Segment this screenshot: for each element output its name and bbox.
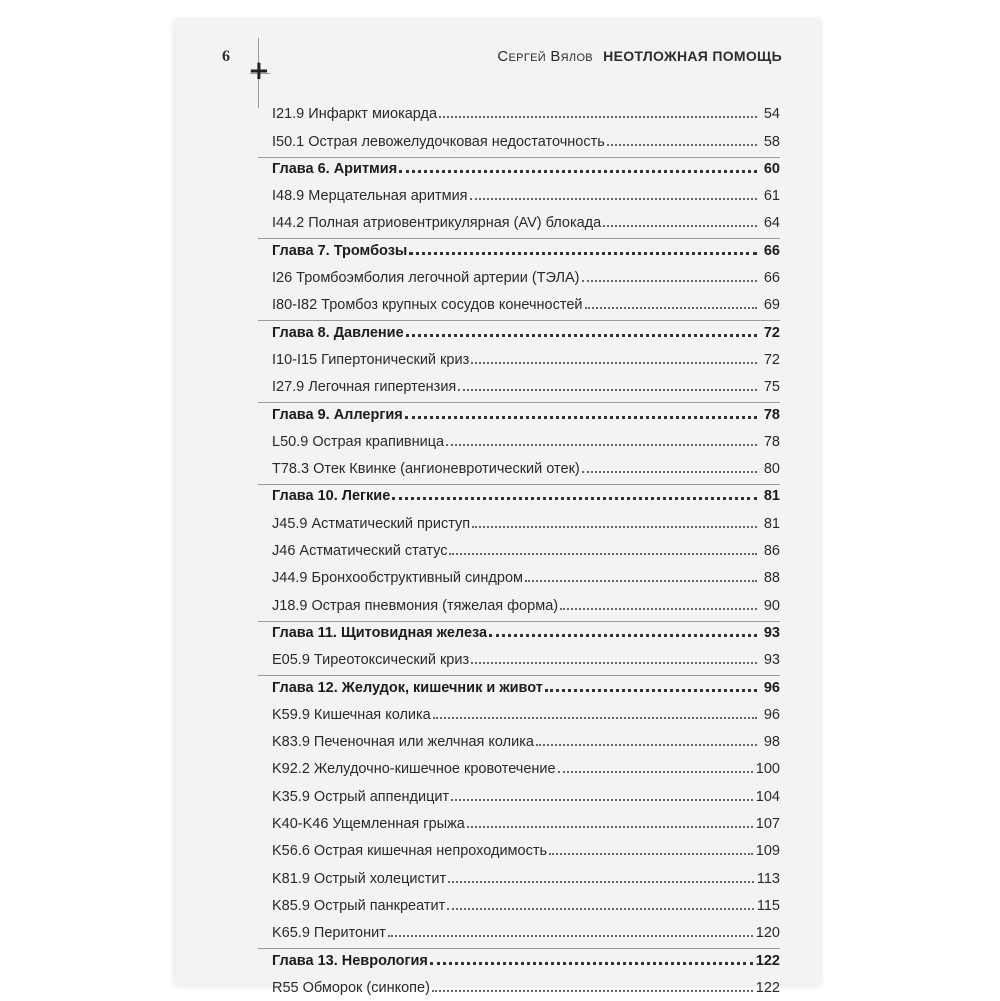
entry-title: K59.9 Кишечная колика xyxy=(272,706,431,723)
toc-entry xyxy=(272,291,780,318)
page-reference: 86 xyxy=(763,543,780,560)
toc-entry xyxy=(272,837,780,864)
dot-leader xyxy=(603,225,757,227)
toc-chapter-heading xyxy=(272,400,780,427)
dot-leader xyxy=(582,471,757,473)
chapter-title: Глава 10. Легкие xyxy=(272,488,391,505)
dot-leader xyxy=(585,307,757,309)
dot-leader xyxy=(405,416,757,419)
dot-leader xyxy=(399,170,757,173)
page-reference: 107 xyxy=(755,816,780,833)
dot-leader xyxy=(472,526,757,528)
entry-title: K40-K46 Ущемленная грыжа xyxy=(272,816,465,833)
entry-title: K83.9 Печеночная или желчная колика xyxy=(272,734,534,751)
page-reference: 58 xyxy=(763,133,780,150)
page-reference: 93 xyxy=(763,652,780,669)
dot-leader xyxy=(582,280,757,282)
toc-entry xyxy=(272,346,780,373)
dot-leader xyxy=(439,116,757,118)
page-reference: 100 xyxy=(755,761,780,778)
toc-entry xyxy=(272,373,780,400)
toc-entry xyxy=(272,892,780,919)
toc-entry xyxy=(272,509,780,536)
page-reference: 54 xyxy=(763,106,780,123)
toc-entry xyxy=(272,455,780,482)
toc-entry xyxy=(272,701,780,728)
toc-chapter-heading xyxy=(272,155,780,182)
toc-entry xyxy=(272,646,780,673)
entry-title: I80-I82 Тромбоз крупных сосудов конечностей xyxy=(272,297,583,314)
dot-leader xyxy=(449,553,757,555)
dot-leader xyxy=(560,608,757,610)
page-reference: 80 xyxy=(763,461,780,478)
chapter-title: Глава 8. Давление xyxy=(272,324,404,341)
page-reference: 98 xyxy=(763,734,780,751)
dot-leader xyxy=(525,580,757,582)
entry-title: K81.9 Острый холецистит xyxy=(272,870,447,887)
dot-leader xyxy=(432,990,753,992)
chapter-title: Глава 6. Аритмия xyxy=(272,160,398,177)
dot-leader xyxy=(470,198,757,200)
entry-title: I44.2 Полная атриовентрикулярная (AV) блокада xyxy=(272,215,602,232)
page-reference: 120 xyxy=(755,925,780,942)
toc-entry xyxy=(272,564,780,591)
toc-entry xyxy=(272,864,780,891)
page-number: 6 xyxy=(222,48,230,65)
chapter-title: Глава 12. Желудок, кишечник и живот xyxy=(272,679,543,696)
page-reference: 115 xyxy=(756,897,780,914)
dot-leader xyxy=(447,908,754,910)
page-reference: 75 xyxy=(763,379,780,396)
dot-leader xyxy=(448,881,754,883)
page-reference: 90 xyxy=(763,597,780,614)
chapter-title: Глава 11. Щитовидная железа xyxy=(272,624,488,641)
page-reference: 72 xyxy=(763,324,780,341)
dot-leader xyxy=(458,389,757,391)
table-of-contents xyxy=(272,100,780,1001)
toc-entry xyxy=(272,782,780,809)
page-reference: 109 xyxy=(755,843,780,860)
running-head xyxy=(497,48,782,65)
toc-entry xyxy=(272,810,780,837)
page-reference: 66 xyxy=(763,242,780,259)
dot-leader xyxy=(446,444,757,446)
toc-entry xyxy=(272,264,780,291)
author-name: Сергей Вялов xyxy=(497,48,593,65)
page-reference: 60 xyxy=(763,160,780,177)
dot-leader xyxy=(430,962,753,965)
dot-leader xyxy=(388,935,753,937)
toc-entry xyxy=(272,591,780,618)
entry-title: K35.9 Острый аппендицит xyxy=(272,788,450,805)
toc-entry xyxy=(272,537,780,564)
page-reference: 61 xyxy=(763,188,780,205)
dot-leader xyxy=(536,744,757,746)
toc-chapter-heading xyxy=(272,318,780,345)
toc-entry xyxy=(272,728,780,755)
dot-leader xyxy=(409,252,757,255)
entry-title: J45.9 Астматический приступ xyxy=(272,515,471,532)
entry-title: T78.3 Отек Квинке (ангионевротический отек) xyxy=(272,461,580,478)
dot-leader xyxy=(549,853,753,855)
entry-title: J18.9 Острая пневмония (тяжелая форма) xyxy=(272,597,559,614)
dot-leader xyxy=(558,771,753,773)
chapter-title: Глава 13. Неврология xyxy=(272,952,428,969)
entry-title: I48.9 Мерцательная аритмия xyxy=(272,188,468,205)
entry-title: I10-I15 Гипертонический криз xyxy=(272,351,470,368)
dot-leader xyxy=(471,362,757,364)
page-reference: 122 xyxy=(755,952,780,969)
book-title: НЕОТЛОЖНАЯ ПОМОЩЬ xyxy=(603,48,782,64)
toc-chapter-heading xyxy=(272,946,780,973)
page-reference: 64 xyxy=(763,215,780,232)
toc-entry xyxy=(272,127,780,154)
dot-leader xyxy=(545,689,757,692)
chapter-title: Глава 7. Тромбозы xyxy=(272,242,408,259)
page-reference: 78 xyxy=(763,406,780,423)
page-reference: 69 xyxy=(763,297,780,314)
dot-leader xyxy=(607,144,757,146)
page-reference: 96 xyxy=(763,706,780,723)
entry-title: K92.2 Желудочно-кишечное кровотечение xyxy=(272,761,556,778)
page-reference: 96 xyxy=(763,679,780,696)
entry-title: K56.6 Острая кишечная непроходимость xyxy=(272,843,548,860)
entry-title: I50.1 Острая левожелудочковая недостаточность xyxy=(272,133,605,150)
toc-entry xyxy=(272,919,780,946)
dot-leader xyxy=(392,497,757,500)
page-reference: 72 xyxy=(763,351,780,368)
dot-leader xyxy=(471,662,757,664)
dot-leader xyxy=(433,717,757,719)
page-reference: 104 xyxy=(755,788,780,805)
toc-chapter-heading xyxy=(272,482,780,509)
entry-title: R55 Обморок (синкопе) xyxy=(272,979,430,996)
chapter-title: Глава 9. Аллергия xyxy=(272,406,403,423)
page-reference: 81 xyxy=(763,488,780,505)
entry-title: L50.9 Острая крапивница xyxy=(272,433,445,450)
page-reference: 113 xyxy=(756,870,780,887)
toc-entry xyxy=(272,755,780,782)
entry-title: E05.9 Тиреотоксический криз xyxy=(272,652,470,669)
entry-title: J44.9 Бронхообструктивный синдром xyxy=(272,570,523,587)
toc-chapter-heading xyxy=(272,236,780,263)
page-reference: 88 xyxy=(763,570,780,587)
crop-cross-icon: + xyxy=(248,56,270,86)
toc-chapter-heading xyxy=(272,619,780,646)
toc-entry xyxy=(272,974,780,1001)
toc-entry xyxy=(272,100,780,127)
entry-title: K65.9 Перитонит xyxy=(272,925,386,942)
entry-title: K85.9 Острый панкреатит xyxy=(272,897,446,914)
page-reference: 93 xyxy=(763,624,780,641)
dot-leader xyxy=(489,634,757,637)
entry-title: I27.9 Легочная гипертензия xyxy=(272,379,457,396)
entry-title: J46 Астматический статус xyxy=(272,543,448,560)
entry-title: I21.9 Инфаркт миокарда xyxy=(272,106,438,123)
toc-entry xyxy=(272,182,780,209)
toc-chapter-heading xyxy=(272,673,780,700)
page-reference: 66 xyxy=(763,270,780,287)
toc-entry xyxy=(272,209,780,236)
dot-leader xyxy=(406,334,757,337)
entry-title: I26 Тромбоэмболия легочной артерии (ТЭЛА) xyxy=(272,270,580,287)
page-reference: 122 xyxy=(755,979,780,996)
dot-leader xyxy=(451,799,753,801)
page-reference: 78 xyxy=(763,433,780,450)
dot-leader xyxy=(467,826,753,828)
page-reference: 81 xyxy=(763,515,780,532)
toc-entry xyxy=(272,428,780,455)
